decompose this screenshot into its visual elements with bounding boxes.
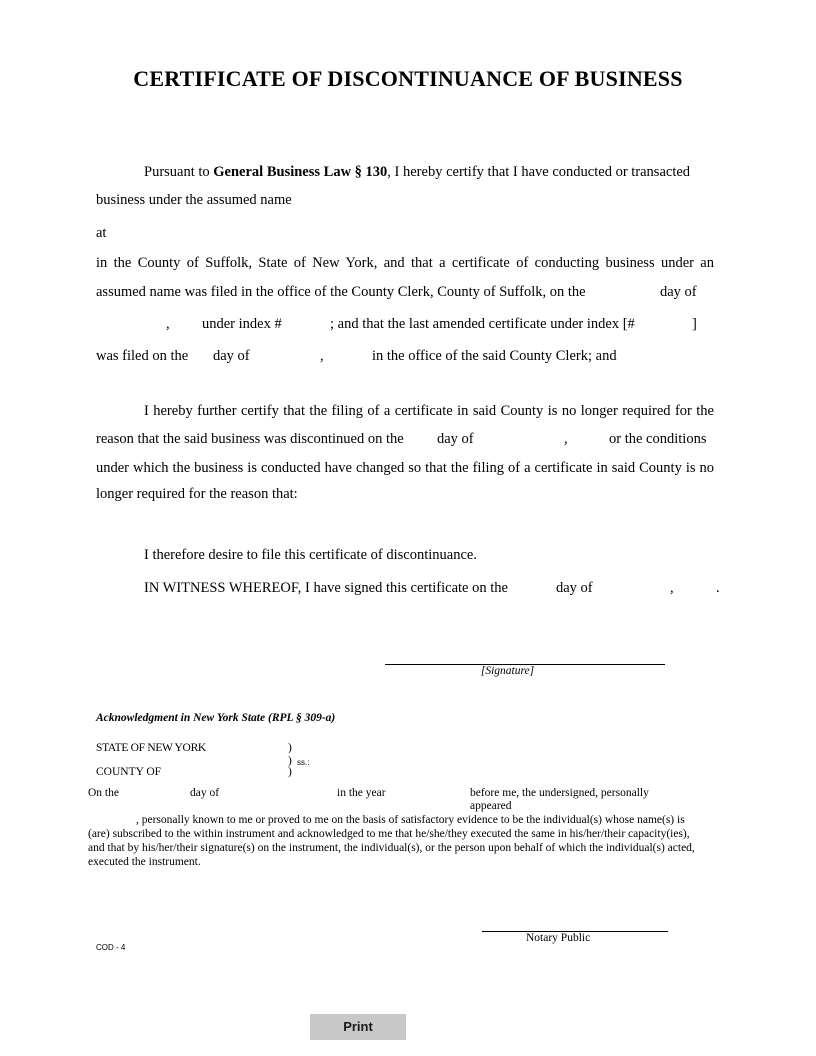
county-of: COUNTY OF — [96, 766, 162, 778]
discontinued-text: reason that the said business was discontinued on the — [96, 431, 404, 447]
form-code: COD - 4 — [96, 943, 126, 952]
filed-line: assumed name was filed in the office of the County Clerk, County of Suffolk, on the — [96, 284, 586, 300]
was-filed-day-of: day of — [213, 348, 250, 364]
ack-body-line-2: (are) subscribed to the within instrument and acknowledged to me that he/she/they executed the same in his/her/their capacity(ies), — [88, 828, 690, 840]
ack-before-me: before me, the undersigned, personally — [470, 787, 649, 799]
index-bracket: ] — [692, 316, 697, 332]
ack-body-line-4: executed the instrument. — [88, 856, 201, 868]
filed-day-of: day of — [660, 284, 697, 300]
document-title: CERTIFICATE OF DISCONTINUANCE OF BUSINESS — [133, 66, 683, 91]
assumed-name-line: business under the assumed name — [96, 192, 292, 208]
ack-body-line-1: , personally known to me or proved to me on the basis of satisfactory evidence to be the individual(s) whose name(s) is — [136, 814, 685, 826]
pursuant-text: Pursuant to — [144, 164, 210, 180]
paren-1: ) — [288, 742, 292, 754]
desire-to-file-line: I therefore desire to file this certificate of discontinuance. — [144, 547, 477, 563]
discontinued-day-of: day of — [437, 431, 474, 447]
ack-in-the-year: in the year — [337, 787, 386, 799]
index-comma: , — [166, 316, 170, 332]
para1-rest: , I hereby certify that I have conducted or transacted — [387, 164, 691, 180]
paren-3: ) — [288, 766, 292, 778]
para1-line1 — [144, 164, 690, 181]
witness-comma: , — [670, 580, 674, 596]
witness-day-of: day of — [556, 580, 593, 596]
state-of-new-york: STATE OF NEW YORK — [96, 742, 206, 754]
further-certify-line: I hereby further certify that the filing of a certificate in said County is no longer required for the — [144, 403, 714, 419]
county-line: in the County of Suffolk, State of New York, and that a certificate of conducting business under an — [96, 255, 714, 271]
notary-public-label: Notary Public — [526, 932, 591, 944]
ack-appeared: appeared — [470, 800, 512, 812]
acknowledgment-heading: Acknowledgment in New York State (RPL § 309-a) — [96, 712, 336, 724]
witness-text: IN WITNESS WHEREOF, I have signed this certificate on the — [144, 580, 508, 596]
reason-line: longer required for the reason that: — [96, 486, 298, 502]
ack-body-line-3: and that by his/her/their signature(s) on the instrument, the individual(s), or the person upon behalf of which the individual(s) acted, — [88, 842, 695, 854]
ack-on-the: On the — [88, 787, 119, 799]
county-clerk-text: in the office of the said County Clerk; and — [372, 348, 617, 364]
amended-index-text: ; and that the last amended certificate under index [# — [330, 316, 635, 332]
conditions-changed-line: under which the business is conducted have changed so that the filing of a certificate in said County is no — [96, 460, 714, 476]
was-filed-text: was filed on the — [96, 348, 189, 364]
ack-day-of: day of — [190, 787, 220, 799]
discontinued-comma: , — [564, 431, 568, 447]
conditions-text: or the conditions — [609, 431, 707, 447]
paren-2: ) — [288, 755, 292, 767]
witness-period: . — [716, 580, 720, 596]
print-button[interactable]: Print — [310, 1014, 406, 1040]
was-filed-comma: , — [320, 348, 324, 364]
at-line: at — [96, 225, 107, 241]
signature-label: [Signature] — [480, 665, 535, 677]
ss-label: ss.: — [297, 758, 310, 767]
index-label: under index # — [202, 316, 282, 332]
law-reference: General Business Law § 130 — [213, 164, 388, 180]
